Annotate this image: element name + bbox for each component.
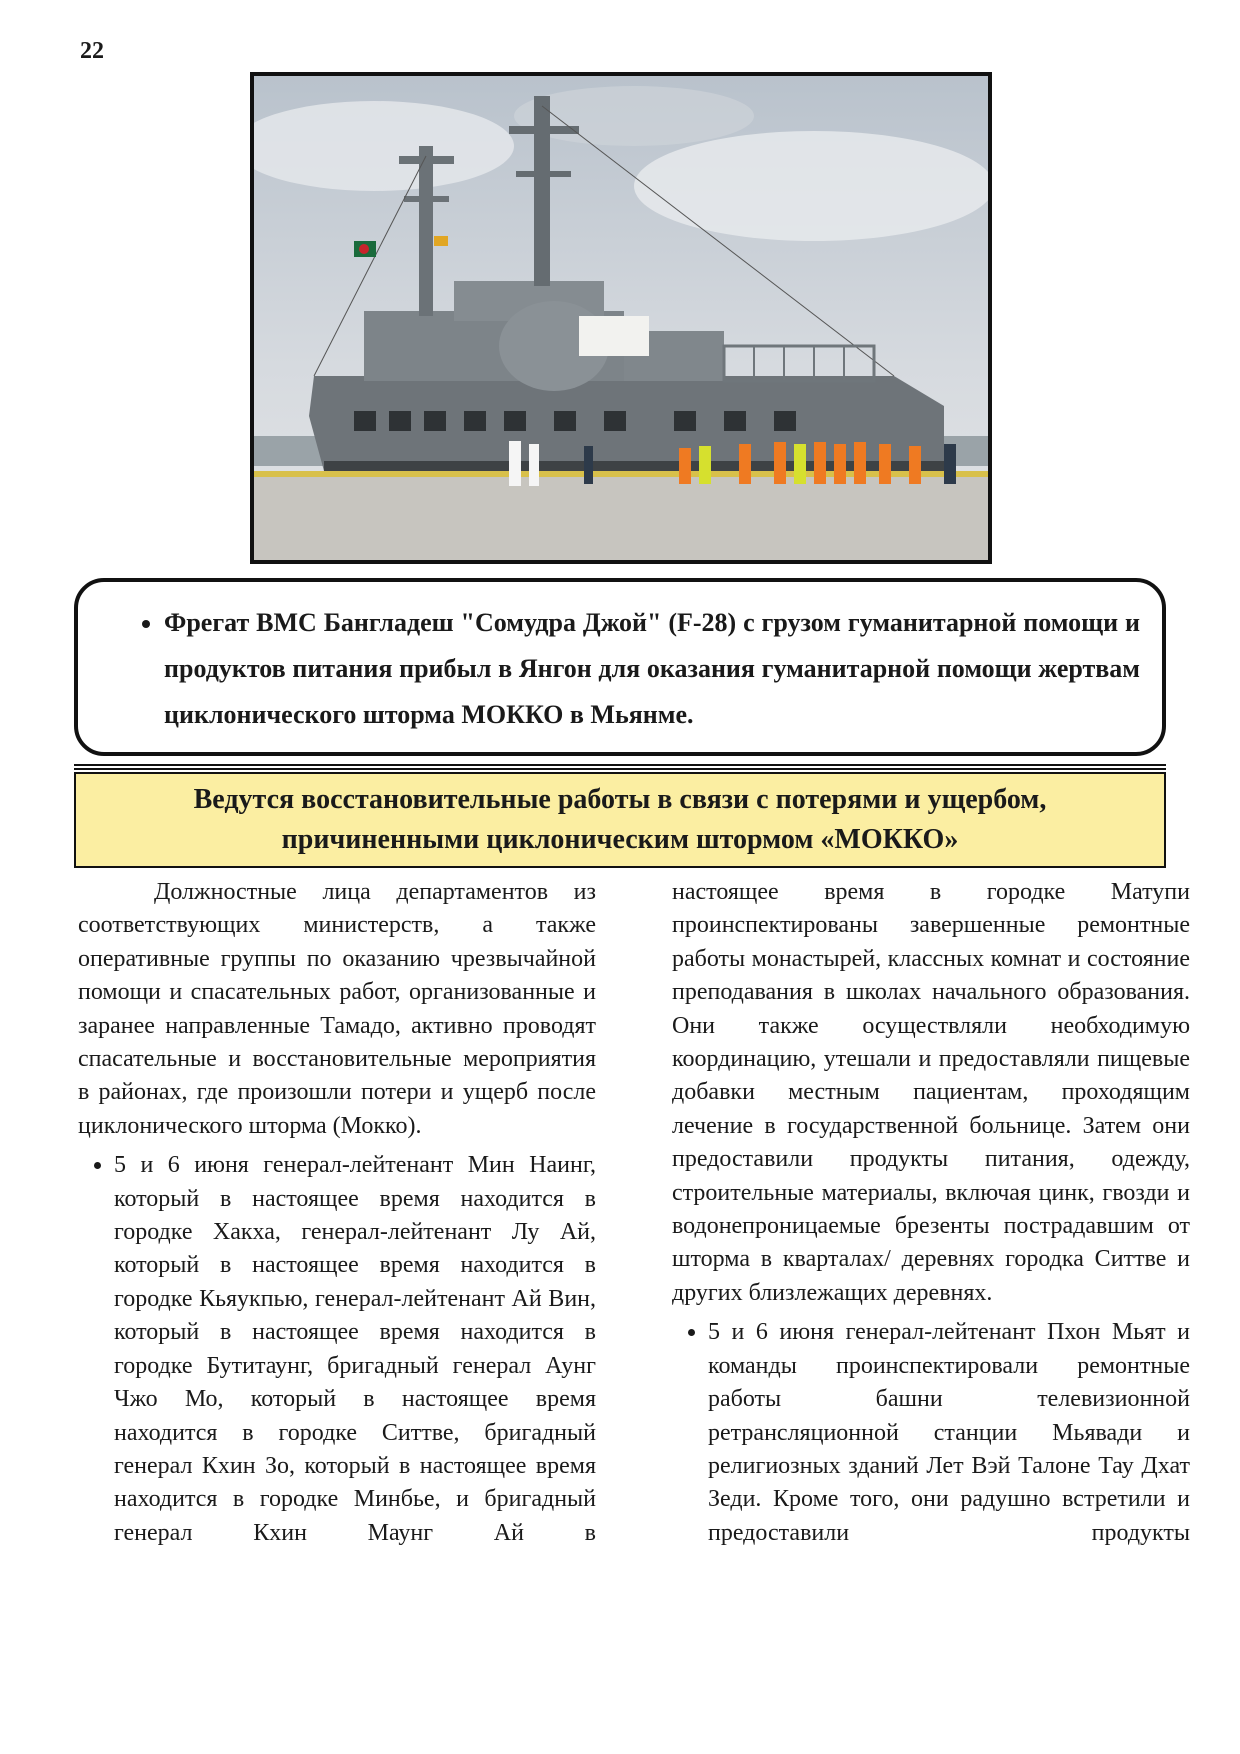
section-headline (74, 772, 1166, 868)
bullet-item-2: • 5 и 6 июня генерал-лейтенант Пхон Мьят и команды проинспектировали ремонтные работы башни телевизионной ретрансляционной станции Мьявади и религиозных зданий Лет Вэй Талоне Тау Дхат Зеди. Кроме того, они радушно встретили и предоставили продукты (708, 1316, 1190, 1550)
headline-line-1: Ведутся восстановительные работы в связи с потерями и ущербом, (193, 784, 1047, 815)
section-divider (74, 764, 1166, 770)
intro-paragraph: Должностные лица департаментов из соответствующих министерств, а также оперативные группы по оказанию чрезвычайной помощи и спасательных работ, организованные и заранее направленные Тамадо, активно проводят спасательные и восстановительные мероприятия в районах, где произошли потери и ущерб после циклонического шторма (Мокко). (78, 879, 596, 1139)
right-column (672, 876, 1190, 1550)
left-column (78, 876, 596, 1550)
caption-text: • Фрегат ВМС Бангладеш "Сомудра Джой" (F-28) с грузом гуманитарной помощи и продуктов питания прибыл в Янгон для оказания гуманитарной помощи жертвам циклонического шторма МОККО в Мьянме. (164, 600, 1140, 738)
photo-caption-box (74, 578, 1166, 756)
caption-list (128, 600, 1140, 738)
frigate-photo (250, 72, 992, 564)
headline-line-2: причиненными циклоническим штормом «МОККО» (281, 824, 959, 855)
bullet-item-1: • 5 и 6 июня генерал-лейтенант Мин Наинг, который в настоящее время находится в городке Хакха, генерал-лейтенант Лу Ай, который в настоящее время находится в городке Кьяукпью, генерал-лейтенант Ай Вин, который в настоящее время находится в городке Бутитаунг, бригадный генерал Аунг Чжо Мо, который в настоящее время находится в городке Ситтве, бригадный генерал Кхин Зо, который в настоящее время находится в городке Минбье, и бригадный генерал Кхин Маунг Ай в (114, 1149, 596, 1550)
continuation-paragraph: настоящее время в городке Матупи проинспектированы завершенные ремонтные работы монастырей, классных комнат и состояние преподавания в школах начального образования. Они также осуществляли необходимую координацию, утешали и предоставляли пищевые добавки местным пациентам, проходящим лечение в государственной больнице. Затем они предоставили продукты питания, одежду, строительные материалы, включая цинк, гвозди и водонепроницаемые брезенты пострадавшим от шторма в кварталах/ деревнях городка Ситтве и других близлежащих деревнях. (672, 879, 1190, 1306)
left-bullet-list (78, 1149, 596, 1550)
frigate-photo-illustration (254, 76, 988, 560)
right-bullet-list (672, 1316, 1190, 1550)
page-number: 22 (80, 38, 104, 64)
